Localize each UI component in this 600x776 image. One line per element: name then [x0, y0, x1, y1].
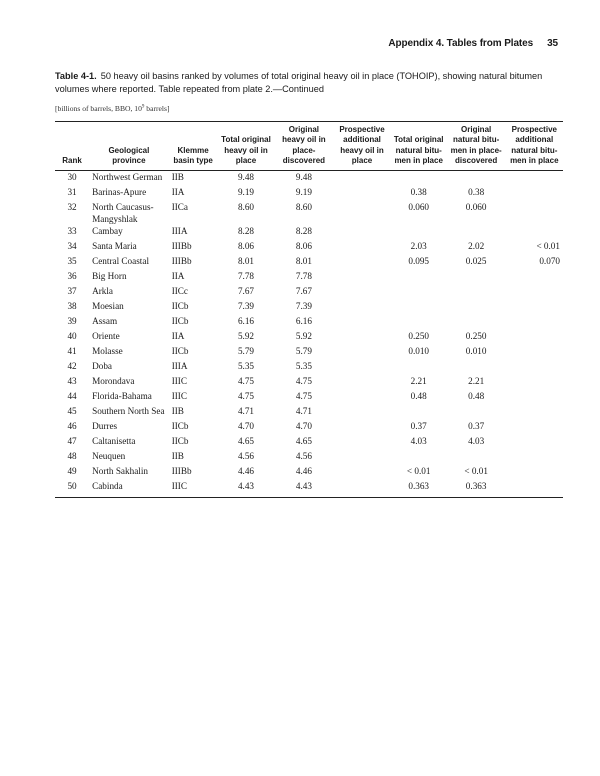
cell-total-original-natural-bitumen	[391, 405, 447, 420]
table-row	[55, 201, 563, 225]
column-header-geological-province: Geological province	[89, 122, 169, 171]
cell-total-original-natural-bitumen	[391, 450, 447, 465]
cell-rank: 38	[67, 301, 77, 312]
cell-klemme-basin-type: IIIC	[171, 376, 187, 387]
cell-original-heavy-oil-discovered: 8.28	[295, 226, 312, 237]
column-header-original-heavy-oil-discovered: Original heavy oil in place-discovered	[274, 122, 333, 171]
table-row	[55, 186, 563, 201]
cell-rank: 41	[67, 346, 77, 357]
table-header	[55, 122, 563, 171]
cell-original-heavy-oil-discovered: 6.16	[295, 316, 312, 327]
table-caption-text: 50 heavy oil basins ranked by volumes of total original heavy oil in place (TOHOIP), showing natural bitumen volumes where reported. Table repeated from plate 2.—Continued	[55, 71, 543, 94]
cell-geological-province: North Caucasus-Mangyshlak	[92, 202, 154, 224]
cell-total-original-heavy-oil: 8.28	[237, 226, 255, 237]
cell-prospective-additional-natural-bitumen	[506, 225, 563, 240]
table-row	[55, 435, 563, 450]
cell-original-natural-bitumen-discovered: 2.02	[468, 241, 485, 252]
table-row	[55, 450, 563, 465]
cell-total-original-natural-bitumen	[391, 270, 447, 285]
cell-original-heavy-oil-discovered: 5.35	[295, 361, 312, 372]
cell-klemme-basin-type: IIB	[171, 451, 184, 462]
cell-rank: 30	[67, 172, 77, 183]
table-units-note	[55, 104, 170, 113]
cell-total-original-heavy-oil: 4.71	[237, 406, 255, 417]
cell-total-original-natural-bitumen	[391, 225, 447, 240]
cell-original-heavy-oil-discovered: 4.46	[295, 466, 312, 477]
cell-total-original-natural-bitumen: < 0.01	[406, 466, 431, 477]
cell-total-original-heavy-oil: 4.75	[237, 391, 255, 402]
cell-rank: 43	[67, 376, 77, 387]
basin-table	[55, 121, 563, 498]
cell-geological-province: Northwest German	[92, 172, 163, 183]
cell-rank: 49	[67, 466, 77, 477]
cell-geological-province: Caltanisetta	[92, 436, 136, 447]
cell-total-original-natural-bitumen: 2.03	[410, 241, 427, 252]
cell-prospective-additional-natural-bitumen	[506, 360, 563, 375]
cell-total-original-heavy-oil: 9.19	[237, 187, 255, 198]
cell-original-heavy-oil-discovered: 7.39	[295, 301, 312, 312]
cell-klemme-basin-type: IICb	[171, 316, 189, 327]
cell-total-original-heavy-oil: 4.56	[237, 451, 255, 462]
cell-total-original-heavy-oil: 8.06	[237, 241, 255, 252]
table-row	[55, 330, 563, 345]
cell-geological-province: Cambay	[92, 226, 123, 237]
cell-original-natural-bitumen-discovered: 0.250	[465, 331, 487, 342]
table-row	[55, 465, 563, 480]
cell-original-heavy-oil-discovered: 4.75	[295, 391, 312, 402]
units-exponent: 9	[141, 104, 145, 110]
cell-original-heavy-oil-discovered: 4.56	[295, 451, 312, 462]
cell-original-natural-bitumen-discovered	[447, 360, 506, 375]
cell-original-natural-bitumen-discovered: 0.48	[468, 391, 485, 402]
cell-original-heavy-oil-discovered: 9.48	[295, 172, 312, 183]
cell-prospective-additional-natural-bitumen	[506, 420, 563, 435]
cell-prospective-additional-heavy-oil	[333, 420, 390, 435]
cell-klemme-basin-type: IICa	[171, 202, 189, 213]
column-header-rank: Rank	[55, 122, 89, 171]
cell-prospective-additional-natural-bitumen: < 0.01	[536, 241, 560, 252]
cell-original-heavy-oil-discovered: 4.75	[295, 376, 312, 387]
cell-prospective-additional-natural-bitumen	[506, 405, 563, 420]
table-row	[55, 255, 563, 270]
cell-prospective-additional-heavy-oil	[333, 315, 390, 330]
cell-prospective-additional-natural-bitumen	[506, 465, 563, 480]
cell-original-natural-bitumen-discovered	[447, 225, 506, 240]
cell-total-original-heavy-oil: 6.16	[237, 316, 255, 327]
table-row	[55, 300, 563, 315]
cell-rank: 39	[67, 316, 77, 327]
cell-rank: 45	[67, 406, 77, 417]
cell-geological-province: Florida-Bahama	[92, 391, 152, 402]
cell-prospective-additional-heavy-oil	[333, 201, 390, 225]
cell-original-natural-bitumen-discovered: 0.38	[468, 187, 485, 198]
cell-total-original-heavy-oil: 8.60	[237, 202, 255, 213]
cell-rank: 35	[67, 256, 77, 267]
cell-rank: 48	[67, 451, 77, 462]
cell-original-natural-bitumen-discovered: 0.37	[468, 421, 485, 432]
cell-prospective-additional-heavy-oil	[333, 171, 390, 187]
cell-prospective-additional-natural-bitumen	[506, 375, 563, 390]
cell-original-natural-bitumen-discovered	[447, 315, 506, 330]
cell-original-heavy-oil-discovered: 5.79	[295, 346, 312, 357]
cell-prospective-additional-natural-bitumen	[506, 450, 563, 465]
cell-prospective-additional-heavy-oil	[333, 450, 390, 465]
cell-original-heavy-oil-discovered: 7.78	[295, 271, 312, 282]
cell-prospective-additional-heavy-oil	[333, 390, 390, 405]
cell-geological-province: Central Coastal	[92, 256, 149, 267]
cell-geological-province: Barinas-Apure	[92, 187, 147, 198]
cell-rank: 50	[55, 480, 89, 498]
cell-total-original-natural-bitumen: 2.21	[410, 376, 427, 387]
cell-original-heavy-oil-discovered: 8.01	[295, 256, 312, 267]
cell-prospective-additional-heavy-oil	[333, 480, 390, 498]
table-row	[55, 171, 563, 187]
cell-geological-province: Big Horn	[92, 271, 127, 282]
cell-prospective-additional-natural-bitumen	[506, 390, 563, 405]
table-row	[55, 285, 563, 300]
cell-prospective-additional-heavy-oil	[333, 225, 390, 240]
cell-geological-province: Southern North Sea	[92, 406, 165, 417]
cell-klemme-basin-type: IIIA	[171, 226, 188, 237]
cell-original-natural-bitumen-discovered: 0.010	[465, 346, 487, 357]
cell-prospective-additional-natural-bitumen	[506, 285, 563, 300]
table-row	[55, 390, 563, 405]
table-row	[55, 405, 563, 420]
cell-prospective-additional-heavy-oil	[333, 270, 390, 285]
cell-total-original-natural-bitumen: 0.010	[408, 346, 430, 357]
cell-prospective-additional-natural-bitumen	[506, 270, 563, 285]
running-head-title: Appendix 4. Tables from Plates	[388, 38, 534, 49]
cell-prospective-additional-heavy-oil	[333, 405, 390, 420]
table-row	[55, 360, 563, 375]
cell-prospective-additional-heavy-oil	[333, 330, 390, 345]
cell-total-original-heavy-oil: 7.78	[237, 271, 255, 282]
table-caption	[55, 70, 555, 96]
cell-total-original-heavy-oil: 4.46	[237, 466, 255, 477]
cell-total-original-natural-bitumen: 0.060	[408, 202, 430, 213]
cell-prospective-additional-heavy-oil	[333, 435, 390, 450]
cell-original-natural-bitumen-discovered: < 0.01	[464, 466, 488, 477]
cell-klemme-basin-type: IIA	[171, 271, 185, 282]
cell-prospective-additional-natural-bitumen	[506, 201, 563, 225]
cell-prospective-additional-natural-bitumen	[506, 315, 563, 330]
cell-rank: 33	[67, 226, 77, 237]
cell-klemme-basin-type: IIIC	[169, 480, 218, 498]
cell-klemme-basin-type: IIB	[171, 172, 184, 183]
cell-klemme-basin-type: IICb	[171, 436, 189, 447]
cell-original-natural-bitumen-discovered: 0.363	[447, 480, 506, 498]
cell-klemme-basin-type: IICc	[171, 286, 189, 297]
cell-klemme-basin-type: IIIA	[171, 361, 188, 372]
cell-original-natural-bitumen-discovered: 4.03	[468, 436, 485, 447]
cell-prospective-additional-heavy-oil	[333, 345, 390, 360]
cell-original-natural-bitumen-discovered	[447, 405, 506, 420]
table-header-row	[55, 122, 563, 171]
cell-prospective-additional-heavy-oil	[333, 240, 390, 255]
cell-total-original-heavy-oil: 4.43	[218, 480, 275, 498]
column-header-total-original-natural-bitumen: Total original natural bitu-men in place	[391, 122, 447, 171]
cell-rank: 46	[67, 421, 77, 432]
cell-klemme-basin-type: IIB	[171, 406, 184, 417]
cell-total-original-heavy-oil: 4.65	[237, 436, 255, 447]
table-row	[55, 480, 563, 498]
cell-prospective-additional-natural-bitumen	[506, 480, 563, 498]
cell-geological-province: Assam	[92, 316, 118, 327]
cell-geological-province: Doba	[92, 361, 112, 372]
cell-prospective-additional-heavy-oil	[333, 300, 390, 315]
cell-original-natural-bitumen-discovered	[447, 285, 506, 300]
cell-klemme-basin-type: IICb	[171, 346, 189, 357]
cell-total-original-natural-bitumen	[391, 360, 447, 375]
cell-rank: 40	[67, 331, 77, 342]
cell-rank: 42	[67, 361, 77, 372]
cell-geological-province: Durres	[92, 421, 118, 432]
column-header-original-natural-bitumen-discovered: Original natural bitu-men in place-discovered	[447, 122, 506, 171]
table-row	[55, 375, 563, 390]
cell-original-heavy-oil-discovered: 5.92	[295, 331, 312, 342]
cell-original-natural-bitumen-discovered: 0.025	[465, 256, 487, 267]
cell-prospective-additional-natural-bitumen	[506, 435, 563, 450]
cell-geological-province: Moesian	[92, 301, 124, 312]
cell-total-original-heavy-oil: 4.70	[237, 421, 255, 432]
cell-rank: 44	[67, 391, 77, 402]
cell-total-original-natural-bitumen: 0.37	[410, 421, 427, 432]
cell-original-heavy-oil-discovered: 4.70	[295, 421, 312, 432]
cell-total-original-natural-bitumen	[391, 315, 447, 330]
cell-prospective-additional-heavy-oil	[333, 375, 390, 390]
cell-total-original-natural-bitumen	[391, 300, 447, 315]
cell-geological-province: North Sakhalin	[92, 466, 148, 477]
cell-prospective-additional-natural-bitumen	[506, 186, 563, 201]
cell-rank: 31	[67, 187, 77, 198]
cell-prospective-additional-heavy-oil	[333, 360, 390, 375]
cell-total-original-heavy-oil: 5.92	[237, 331, 255, 342]
cell-total-original-natural-bitumen: 0.095	[408, 256, 430, 267]
cell-total-original-natural-bitumen: 0.38	[410, 187, 427, 198]
cell-rank: 47	[67, 436, 77, 447]
cell-geological-province: Cabinda	[89, 480, 169, 498]
cell-rank: 36	[67, 271, 77, 282]
cell-prospective-additional-heavy-oil	[333, 255, 390, 270]
table-label: Table 4-1.	[55, 71, 97, 81]
table-row	[55, 420, 563, 435]
cell-original-natural-bitumen-discovered	[447, 300, 506, 315]
cell-klemme-basin-type: IIIC	[171, 391, 187, 402]
table-row	[55, 225, 563, 240]
cell-total-original-heavy-oil: 9.48	[237, 172, 255, 183]
cell-geological-province: Arkla	[92, 286, 114, 297]
cell-klemme-basin-type: IIIBb	[171, 256, 192, 267]
cell-geological-province: Oriente	[92, 331, 120, 342]
units-prefix: [billions of barrels, BBO, 10	[55, 104, 142, 113]
cell-original-heavy-oil-discovered: 8.06	[295, 241, 312, 252]
cell-klemme-basin-type: IIA	[171, 187, 185, 198]
cell-total-original-natural-bitumen: 0.250	[408, 331, 430, 342]
cell-klemme-basin-type: IIIBb	[171, 241, 192, 252]
cell-geological-province: Santa Maria	[92, 241, 137, 252]
cell-rank: 34	[67, 241, 77, 252]
column-header-klemme-basin-type: Klemme basin type	[169, 122, 218, 171]
cell-klemme-basin-type: IICb	[171, 301, 189, 312]
cell-original-heavy-oil-discovered: 4.71	[295, 406, 312, 417]
cell-prospective-additional-natural-bitumen	[506, 300, 563, 315]
cell-prospective-additional-natural-bitumen	[506, 171, 563, 187]
cell-original-heavy-oil-discovered: 4.43	[274, 480, 333, 498]
cell-prospective-additional-natural-bitumen: 0.070	[539, 256, 560, 267]
cell-total-original-natural-bitumen: 4.03	[410, 436, 427, 447]
cell-original-natural-bitumen-discovered: 2.21	[468, 376, 485, 387]
column-header-prospective-additional-natural-bitumen: Prospective additional natural bitu-men in place	[506, 122, 563, 171]
cell-total-original-heavy-oil: 5.35	[237, 361, 255, 372]
cell-prospective-additional-heavy-oil	[333, 465, 390, 480]
cell-total-original-heavy-oil: 8.01	[237, 256, 255, 267]
cell-total-original-natural-bitumen	[391, 285, 447, 300]
cell-total-original-natural-bitumen: 0.48	[410, 391, 427, 402]
cell-total-original-heavy-oil: 5.79	[237, 346, 255, 357]
cell-original-heavy-oil-discovered: 8.60	[295, 202, 312, 213]
page-number: 35	[547, 38, 558, 49]
cell-original-natural-bitumen-discovered	[447, 450, 506, 465]
cell-prospective-additional-heavy-oil	[333, 285, 390, 300]
cell-total-original-natural-bitumen	[391, 171, 447, 187]
cell-original-heavy-oil-discovered: 9.19	[295, 187, 312, 198]
cell-total-original-heavy-oil: 4.75	[237, 376, 255, 387]
cell-total-original-natural-bitumen: 0.363	[391, 480, 447, 498]
column-header-prospective-additional-heavy-oil: Prospective additional heavy oil in place	[333, 122, 390, 171]
cell-original-heavy-oil-discovered: 7.67	[295, 286, 312, 297]
cell-rank: 32	[67, 202, 77, 213]
cell-geological-province: Molasse	[92, 346, 123, 357]
cell-rank: 37	[67, 286, 77, 297]
cell-geological-province: Morondava	[92, 376, 135, 387]
cell-klemme-basin-type: IIIBb	[171, 466, 192, 477]
cell-total-original-heavy-oil: 7.67	[237, 286, 255, 297]
table-row	[55, 270, 563, 285]
cell-prospective-additional-natural-bitumen	[506, 345, 563, 360]
table-row	[55, 345, 563, 360]
column-header-total-original-heavy-oil: Total original heavy oil in place	[218, 122, 275, 171]
cell-original-natural-bitumen-discovered	[447, 270, 506, 285]
cell-original-natural-bitumen-discovered: 0.060	[465, 202, 487, 213]
cell-total-original-heavy-oil: 7.39	[237, 301, 255, 312]
cell-prospective-additional-natural-bitumen	[506, 330, 563, 345]
cell-geological-province: Neuquen	[92, 451, 126, 462]
cell-klemme-basin-type: IIA	[171, 331, 185, 342]
cell-original-natural-bitumen-discovered	[447, 171, 506, 187]
cell-prospective-additional-heavy-oil	[333, 186, 390, 201]
table-body	[55, 171, 563, 498]
cell-klemme-basin-type: IICb	[171, 421, 189, 432]
running-head	[388, 38, 558, 49]
cell-original-heavy-oil-discovered: 4.65	[295, 436, 312, 447]
table-row	[55, 240, 563, 255]
table-row	[55, 315, 563, 330]
units-suffix: barrels]	[144, 104, 170, 113]
